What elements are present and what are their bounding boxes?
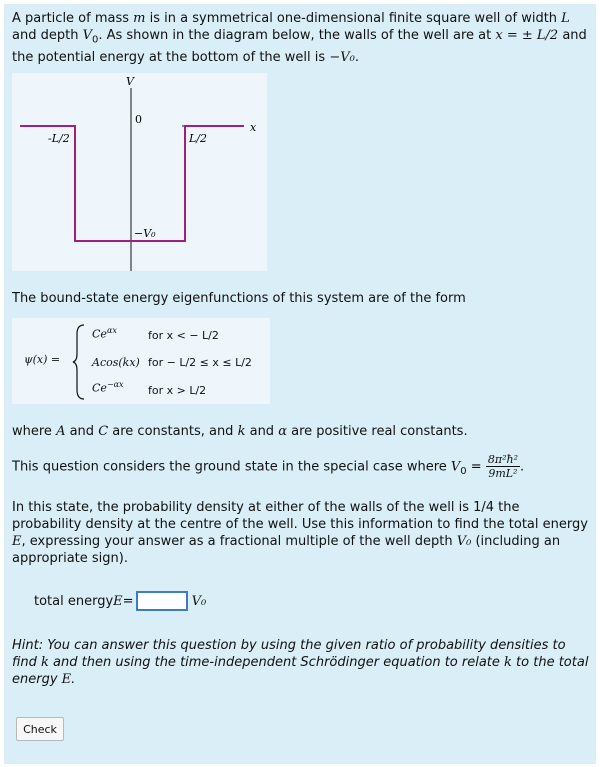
left-brace	[72, 324, 86, 400]
bottom-label: −V₀	[134, 227, 156, 240]
answer-row	[34, 589, 206, 613]
ground-state-sentence: This question considers the ground state in the special case where $V_0$ = $\frac{\text{8π²ħ²}}{\text{9mL²}}$ .	[12, 453, 525, 480]
v-axis-label: V	[126, 75, 134, 88]
right-wall-label: L/2	[189, 132, 208, 145]
check-button[interactable]: Check	[16, 717, 64, 741]
answer-symbol: E	[113, 593, 123, 609]
case-3-expr: $Ce^{-\alpha x}$	[92, 380, 124, 395]
zero-label: 0	[135, 113, 142, 126]
case-2-condition: for − L/2 ≤ x ≤ L/2	[148, 356, 252, 369]
equation-lhs: ψ(x) =	[24, 353, 61, 366]
question-panel	[4, 4, 596, 764]
case-2-expr: Acos(kx)	[92, 356, 140, 369]
eigenfunction-equation	[12, 318, 270, 404]
x-axis-label: x	[250, 121, 257, 134]
hint-text: Hint: You can answer this question by using the given ratio of probability densities to find k and then using the time-independent Schrödinger equation to relate k to the total energy E.	[12, 638, 589, 687]
potential-well-svg	[12, 73, 267, 271]
case-1-expr: $Ce^{\alpha x}$	[92, 326, 117, 341]
answer-unit: V₀	[191, 593, 207, 609]
total-energy-input[interactable]	[136, 591, 188, 611]
task-paragraph: In this state, the probability density at either of the walls of the well is 1/4 the probability density at the centre of the well. Use this information to find the total energy E, expressing your answer as a fractional multiple of the well depth V₀ (including an appropriate sign).	[12, 500, 588, 566]
potential-well-diagram	[12, 73, 267, 271]
form-sentence: The bound-state energy eigenfunctions of this system are of the form	[12, 291, 466, 306]
left-wall-label: -L/2	[48, 132, 70, 145]
answer-label: total energy	[34, 593, 114, 609]
v0-fraction: $\frac{\text{8π²ħ²}}{\text{9mL²}}$	[487, 453, 518, 480]
answer-equals: =	[122, 593, 134, 609]
case-3-condition: for x > L/2	[148, 384, 207, 397]
intro-paragraph: A particle of mass m is in a symmetrical one-dimensional finite square well of width L and depth $V_0$. As shown in the diagram below, the walls of the well are at x = ± L/2 and the potential energy at the bottom of the well is −V₀.	[12, 11, 587, 65]
constants-sentence: where A and C are constants, and k and α are positive real constants.	[12, 424, 468, 439]
case-1-condition: for x < − L/2	[148, 329, 219, 342]
